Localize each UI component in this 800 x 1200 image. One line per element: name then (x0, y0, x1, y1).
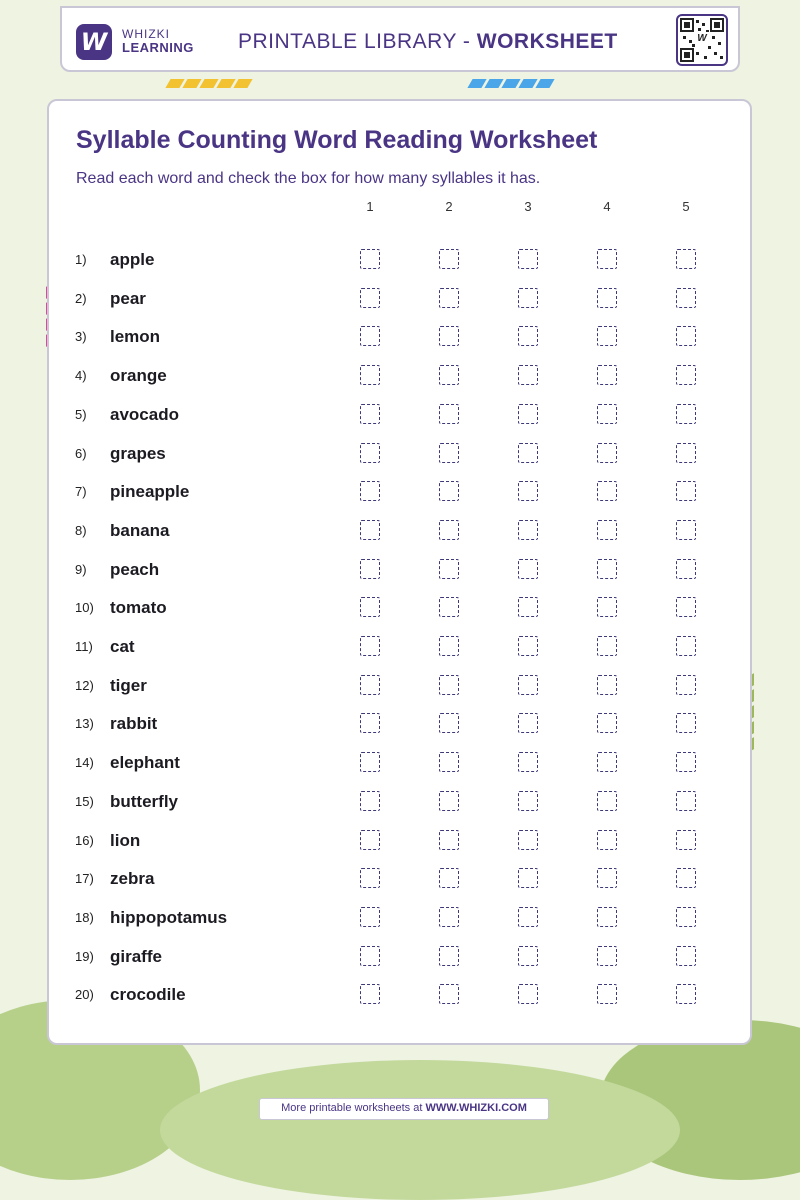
syllable-checkbox-5[interactable] (676, 404, 696, 424)
syllable-checkbox-4[interactable] (597, 868, 617, 888)
item-word: lemon (110, 327, 161, 347)
list-item (0, 868, 800, 906)
syllable-checkbox-1[interactable] (360, 404, 380, 424)
syllable-checkbox-1[interactable] (360, 907, 380, 927)
background-hill-center (160, 1060, 680, 1200)
syllable-checkbox-4[interactable] (597, 520, 617, 540)
item-number: 11) (75, 639, 93, 654)
syllable-checkbox-1[interactable] (360, 675, 380, 695)
item-word: apple (110, 250, 155, 269)
syllable-checkbox-2[interactable] (439, 443, 459, 463)
syllable-checkbox-5[interactable] (676, 984, 696, 1004)
item-word: rabbit (110, 714, 158, 734)
syllable-checkbox-2[interactable] (439, 675, 459, 695)
worksheet-instructions: Read each word and check the box for how many syllables it has. (76, 170, 541, 187)
list-item (0, 520, 800, 558)
list-item (0, 443, 800, 481)
syllable-checkbox-5[interactable] (676, 520, 696, 540)
syllable-checkbox-1[interactable] (360, 984, 380, 1004)
list-item (0, 713, 800, 751)
syllable-checkbox-5[interactable] (676, 868, 696, 888)
site-header (60, 6, 740, 72)
syllable-checkbox-3[interactable] (518, 636, 538, 656)
syllable-checkbox-2[interactable] (439, 791, 459, 811)
item-word: crocodile (110, 985, 186, 1005)
syllable-checkbox-5[interactable] (676, 481, 696, 501)
syllable-checkbox-5[interactable] (676, 326, 696, 346)
item-number: 3) (75, 329, 87, 345)
column-header-3: 3 (524, 199, 532, 214)
syllable-checkbox-1[interactable] (360, 520, 380, 540)
syllable-checkbox-3[interactable] (518, 713, 538, 733)
item-word: lion (110, 830, 141, 850)
syllable-checkbox-1[interactable] (360, 481, 380, 501)
item-word: tomato (110, 598, 167, 618)
list-item (0, 326, 800, 364)
item-number: 15) (75, 793, 94, 809)
list-item (0, 249, 800, 287)
syllable-checkbox-4[interactable] (597, 984, 617, 1004)
column-header-1: 1 (366, 199, 374, 214)
syllable-checkbox-2[interactable] (439, 946, 459, 966)
item-word: avocado (110, 404, 179, 424)
item-word: butterfly (110, 791, 178, 811)
syllable-checkbox-1[interactable] (360, 559, 380, 579)
syllable-checkbox-4[interactable] (597, 946, 617, 966)
item-number: 20) (75, 987, 94, 1003)
syllable-checkbox-5[interactable] (676, 675, 696, 695)
list-item (0, 597, 800, 635)
syllable-checkbox-3[interactable] (518, 249, 538, 269)
list-item (0, 288, 800, 326)
syllable-checkbox-5[interactable] (676, 830, 696, 850)
syllable-checkbox-5[interactable] (676, 713, 696, 733)
syllable-checkbox-1[interactable] (360, 365, 380, 385)
syllable-checkbox-1[interactable] (360, 249, 380, 269)
syllable-checkbox-1[interactable] (360, 791, 380, 811)
syllable-checkbox-1[interactable] (360, 326, 380, 346)
column-header-4: 4 (603, 199, 611, 214)
syllable-checkbox-3[interactable] (518, 559, 538, 579)
syllable-checkbox-3[interactable] (518, 791, 538, 811)
column-header-2: 2 (445, 199, 453, 214)
footer-text: More printable worksheets at (281, 1102, 426, 1114)
syllable-checkbox-3[interactable] (518, 946, 538, 966)
item-number: 1) (75, 252, 87, 267)
list-item (0, 365, 800, 403)
item-number: 13) (75, 716, 94, 732)
syllable-checkbox-3[interactable] (518, 288, 538, 308)
item-number: 17) (75, 871, 94, 887)
syllable-checkbox-4[interactable] (597, 675, 617, 695)
syllable-checkbox-5[interactable] (676, 249, 696, 269)
syllable-checkbox-1[interactable] (360, 868, 380, 888)
syllable-checkbox-2[interactable] (439, 520, 459, 540)
list-item (0, 984, 800, 1022)
syllable-checkbox-2[interactable] (439, 830, 459, 850)
syllable-checkbox-3[interactable] (518, 520, 538, 540)
item-word: giraffe (110, 946, 162, 966)
item-word: hippopotamus (110, 907, 228, 927)
syllable-checkbox-5[interactable] (676, 791, 696, 811)
syllable-checkbox-5[interactable] (676, 752, 696, 772)
item-number: 9) (75, 561, 87, 577)
syllable-checkbox-5[interactable] (676, 946, 696, 966)
syllable-checkbox-2[interactable] (439, 481, 459, 501)
item-number: 16) (75, 832, 94, 848)
syllable-checkbox-4[interactable] (597, 791, 617, 811)
blue-stripes-decoration (470, 79, 552, 89)
syllable-checkbox-3[interactable] (518, 984, 538, 1004)
qr-code-icon[interactable] (676, 14, 728, 66)
footer-link[interactable]: WWW.WHIZKI.COM (425, 1102, 527, 1114)
syllable-checkbox-3[interactable] (518, 752, 538, 772)
brand-name-line2: LEARNING (122, 40, 194, 55)
syllable-checkbox-2[interactable] (439, 404, 459, 424)
syllable-checkbox-4[interactable] (597, 636, 617, 656)
whizki-logo-icon[interactable]: W (76, 24, 112, 60)
column-header-5: 5 (682, 199, 690, 214)
syllable-checkbox-3[interactable] (518, 675, 538, 695)
list-item (0, 404, 800, 442)
syllable-checkbox-4[interactable] (597, 752, 617, 772)
item-word: banana (110, 520, 170, 540)
syllable-checkbox-5[interactable] (676, 559, 696, 579)
item-number: 19) (75, 948, 94, 964)
brand-name[interactable] (122, 27, 194, 55)
list-item (0, 830, 800, 868)
item-word: pear (110, 288, 146, 308)
item-word: peach (110, 559, 160, 579)
syllable-checkbox-4[interactable] (597, 830, 617, 850)
syllable-checkbox-5[interactable] (676, 365, 696, 385)
item-word: zebra (110, 869, 155, 889)
yellow-stripes-decoration (168, 79, 250, 89)
syllable-checkbox-4[interactable] (597, 597, 617, 617)
syllable-checkbox-5[interactable] (676, 443, 696, 463)
list-item (0, 752, 800, 790)
list-item (0, 946, 800, 984)
syllable-checkbox-2[interactable] (439, 752, 459, 772)
item-number: 10) (75, 600, 94, 616)
syllable-checkbox-1[interactable] (360, 636, 380, 656)
item-number: 5) (75, 406, 87, 422)
item-number: 4) (75, 368, 87, 384)
list-item (0, 481, 800, 519)
syllable-checkbox-2[interactable] (439, 249, 459, 269)
syllable-checkbox-1[interactable] (360, 713, 380, 733)
brand-name-line1: WHIZKI (122, 27, 170, 41)
syllable-checkbox-5[interactable] (676, 907, 696, 927)
syllable-checkbox-2[interactable] (439, 326, 459, 346)
item-number: 6) (75, 445, 87, 461)
item-word: grapes (110, 443, 166, 463)
item-word: pineapple (110, 482, 190, 502)
list-item (0, 675, 800, 713)
worksheet-title: Syllable Counting Word Reading Worksheet (76, 126, 598, 154)
syllable-checkbox-4[interactable] (597, 907, 617, 927)
syllable-checkbox-4[interactable] (597, 249, 617, 269)
syllable-checkbox-2[interactable] (439, 713, 459, 733)
header-title (238, 30, 618, 54)
item-word: tiger (110, 675, 147, 695)
list-item (0, 907, 800, 945)
syllable-checkbox-4[interactable] (597, 481, 617, 501)
syllable-checkbox-1[interactable] (360, 288, 380, 308)
item-number: 7) (75, 484, 87, 500)
item-word: cat (110, 637, 135, 656)
item-number: 8) (75, 522, 87, 538)
header-title-prefix: PRINTABLE LIBRARY - (238, 30, 477, 53)
qr-center-mark: W (695, 32, 709, 46)
syllable-checkbox-4[interactable] (597, 559, 617, 579)
header-title-emphasis: WORKSHEET (476, 30, 618, 53)
syllable-checkbox-4[interactable] (597, 713, 617, 733)
item-number: 18) (75, 909, 94, 925)
syllable-checkbox-4[interactable] (597, 288, 617, 308)
list-item (0, 636, 800, 674)
syllable-checkbox-1[interactable] (360, 752, 380, 772)
syllable-checkbox-5[interactable] (676, 288, 696, 308)
syllable-checkbox-2[interactable] (439, 907, 459, 927)
footer-banner[interactable] (259, 1098, 549, 1120)
syllable-checkbox-2[interactable] (439, 559, 459, 579)
syllable-checkbox-4[interactable] (597, 326, 617, 346)
syllable-checkbox-2[interactable] (439, 597, 459, 617)
syllable-checkbox-5[interactable] (676, 636, 696, 656)
syllable-checkbox-1[interactable] (360, 597, 380, 617)
syllable-checkbox-3[interactable] (518, 365, 538, 385)
syllable-checkbox-2[interactable] (439, 288, 459, 308)
syllable-checkbox-4[interactable] (597, 443, 617, 463)
syllable-checkbox-4[interactable] (597, 404, 617, 424)
syllable-checkbox-1[interactable] (360, 830, 380, 850)
syllable-checkbox-3[interactable] (518, 443, 538, 463)
syllable-checkbox-3[interactable] (518, 404, 538, 424)
list-item (0, 791, 800, 829)
syllable-checkbox-3[interactable] (518, 326, 538, 346)
item-number: 14) (75, 755, 94, 771)
item-word: elephant (110, 753, 180, 773)
syllable-checkbox-3[interactable] (518, 597, 538, 617)
list-item (0, 559, 800, 597)
syllable-checkbox-2[interactable] (439, 365, 459, 385)
syllable-checkbox-3[interactable] (518, 830, 538, 850)
item-number: 2) (75, 290, 87, 306)
syllable-checkbox-2[interactable] (439, 984, 459, 1004)
syllable-checkbox-4[interactable] (597, 365, 617, 385)
syllable-checkbox-1[interactable] (360, 946, 380, 966)
syllable-checkbox-2[interactable] (439, 868, 459, 888)
item-number: 12) (75, 677, 94, 693)
syllable-checkbox-2[interactable] (439, 636, 459, 656)
item-word: orange (110, 366, 167, 386)
syllable-checkbox-1[interactable] (360, 443, 380, 463)
syllable-checkbox-3[interactable] (518, 481, 538, 501)
syllable-checkbox-5[interactable] (676, 597, 696, 617)
syllable-checkbox-3[interactable] (518, 868, 538, 888)
syllable-checkbox-3[interactable] (518, 907, 538, 927)
